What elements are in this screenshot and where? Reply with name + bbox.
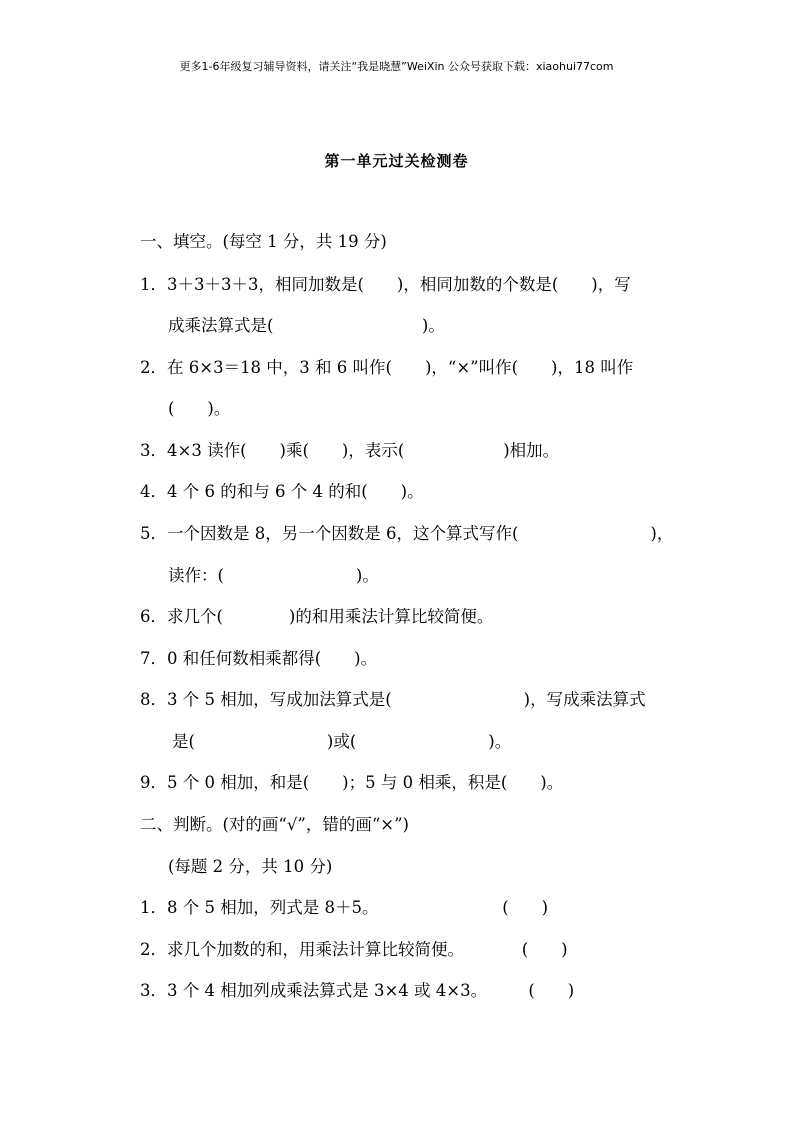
question-6: 6．求几个( )的和用乘法计算比较简便。 [140,607,494,626]
judge-1: 1．8 个 5 相加，列式是 8＋5。 ( ) [140,898,549,917]
section-2-scoring: (每题 2 分，共 10 分) [168,857,333,876]
question-3: 3．4×3 读作( )乘( )，表示( )相加。 [140,441,560,460]
question-5: 5．一个因数是 8，另一个因数是 6，这个算式写作( )， [140,524,674,543]
question-8-cont: 是( )或( )。 [172,732,512,751]
section-1-heading: 一、填空。(每空 1 分，共 19 分) [140,232,387,251]
question-7: 7．0 和任何数相乘都得( )。 [140,649,378,668]
judge-2: 2．求几个加数的和，用乘法计算比较简便。 ( ) [140,940,568,959]
section-2-heading: 二、判断。(对的画“√”，错的画“×”) [140,815,409,834]
page-header: 更多1-6年级复习辅导资料，请关注“我是晓慧”WeiXin 公众号获取下载：xiaohui77com [179,60,614,73]
question-5-cont: 读作：( )。 [168,566,379,585]
question-2-cont: ( )。 [168,399,231,418]
question-1: 1．3＋3＋3＋3，相同加数是( )，相同加数的个数是( )，写 [140,275,631,294]
judge-3: 3．3 个 4 相加列成乘法算式是 3×4 或 4×3。 ( ) [140,981,575,1000]
question-4: 4．4 个 6 的和与 6 个 4 的和( )。 [140,482,424,501]
question-1-cont: 成乘法算式是( )。 [168,316,445,335]
question-8: 8．3 个 5 相加，写成加法算式是( )，写成乘法算式 [140,690,646,709]
page-title: 第一单元过关检测卷 [324,152,469,170]
question-9: 9．5 个 0 相加，和是( )；5 与 0 相乘，积是( )。 [140,773,564,792]
question-2: 2．在 6×3＝18 中，3 和 6 叫作( )，“×”叫作( )，18 叫作 [140,358,634,377]
